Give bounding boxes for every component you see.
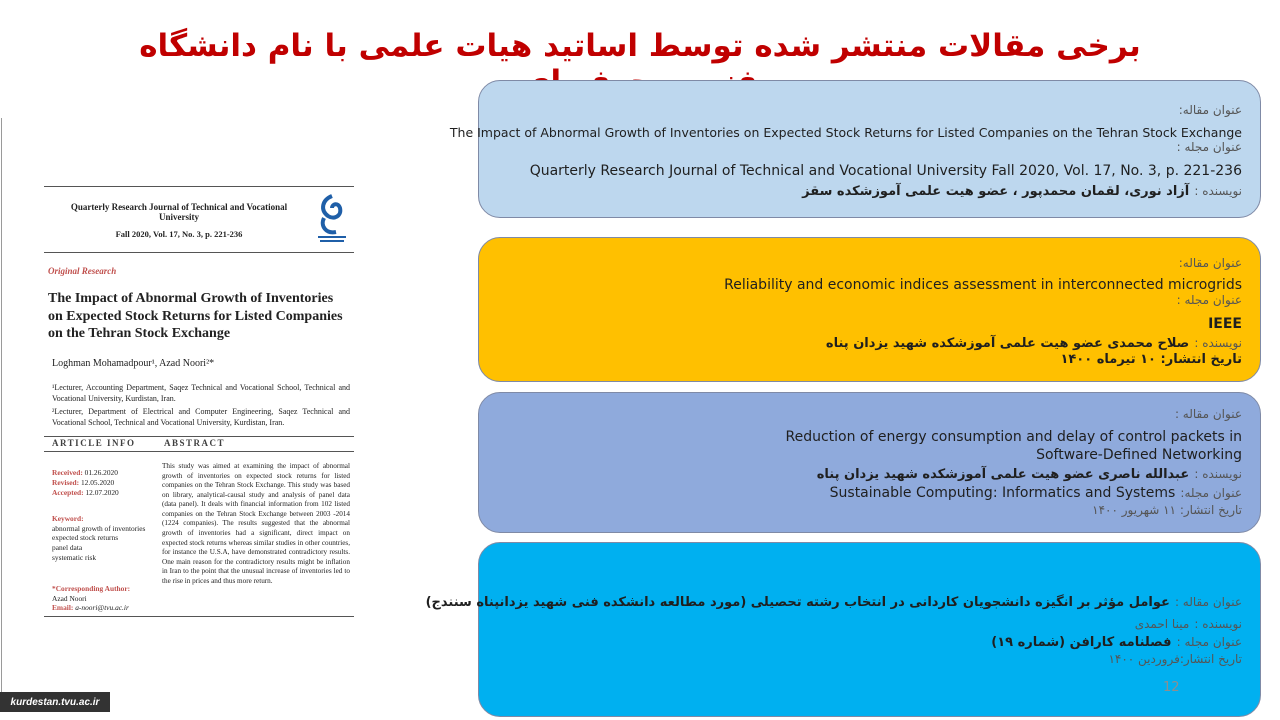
keyword: abnormal growth of inventories xyxy=(52,523,146,533)
paper-affiliation: ¹Lecturer, Accounting Department, Saqez Technical and Vocational School, Technical and Vocational University, Kurdistan, Iran. xyxy=(52,383,350,404)
article-title: Reduction of energy consumption and delay of control packets in xyxy=(785,429,1242,445)
journal-label: عنوان مجله : xyxy=(1176,293,1242,307)
paper-abstract: This study was aimed at examining the impact of abnormal growth of inventories on expected stock returns for listed companies on the Tehran Stock Exchange. This study was based on library, analytical-causal study and analysis of panel data (data panel). It deals with financial information from 102 listed companies on the Tehran Stock Exchange between 2003 -2014 (1224 companies). The results suggested that the abnormal growth of inventories had a significant, direct impact on expected stock returns whereas similar studies in other countries, for instance the U.S.A, have demonstrated contradictory results. One main reason for the contradictory results might be inflation in Iran to the point that the unusual increase of inventories led to the rise in prices and thus more return. xyxy=(162,462,350,585)
author-names: صلاح محمدی عضو هیت علمی آموزشکده شهید یزدان پناه xyxy=(825,336,1190,351)
received-row: Received: 01.26.2020 xyxy=(52,468,118,477)
journal-label: عنوان مجله : xyxy=(1176,140,1242,154)
article-title: Software-Defined Networking xyxy=(1036,447,1242,463)
article-title: عوامل مؤثر بر انگیزه دانشجویان کاردانی در انتخاب رشته تحصیلی (مورد مطالعه دانشکده فنی شهید یزدانپناه سنندج) xyxy=(425,595,1170,610)
article-card xyxy=(449,80,1261,218)
article-label: عنوان مقاله : xyxy=(1174,407,1242,421)
paper-title: The Impact of Abnormal Growth of Inventories on Expected Stock Returns for Listed Companies on the Tehran Stock Exchange xyxy=(48,291,343,341)
author-email: a-noori@tvu.ac.ir xyxy=(75,603,129,613)
author-names: آزاد نوری، لقمان محمدپور ، عضو هیت علمی آموزشکده سقز xyxy=(802,184,1190,199)
accepted-row: Accepted: 12.07.2020 xyxy=(52,488,119,497)
abstract-heading: ABSTRACT xyxy=(164,438,226,448)
journal-line: عنوان مجله: Sustainable Computing: Informatics and Systems xyxy=(829,485,1242,501)
journal-name: IEEE xyxy=(1208,316,1242,332)
article-label: عنوان مقاله: xyxy=(1178,103,1242,117)
divider xyxy=(44,252,354,253)
article-line: عنوان مقاله : عوامل مؤثر بر انگیزه دانشجویان کاردانی در انتخاب رشته تحصیلی (مورد مطالعه دانشکده فنی شهید یزدانپناه سنندج) xyxy=(425,595,1242,610)
author-line: نویسنده : صلاح محمدی عضو هیت علمی آموزشکده شهید یزدان پناه xyxy=(825,336,1242,351)
journal-name: Sustainable Computing: Informatics and Systems xyxy=(829,485,1176,501)
keyword: systematic risk xyxy=(52,552,97,562)
article-card xyxy=(478,392,1261,533)
publish-date: تاریخ انتشار: ۱۱ شهریور ۱۴۰۰ xyxy=(1092,503,1242,517)
paper-authors: Loghman Mohamadpour¹, Azad Noori²* xyxy=(52,358,215,369)
keyword: panel data xyxy=(52,542,83,552)
paper-journal: Quarterly Research Journal of Technical and Vocational University xyxy=(70,202,288,222)
keyword: expected stock returns xyxy=(52,533,119,543)
footer-url[interactable]: kurdestan.tvu.ac.ir xyxy=(0,692,110,712)
divider xyxy=(44,186,354,187)
paper-volume: Fall 2020, Vol. 17, No. 3, p. 221-236 xyxy=(115,229,243,239)
author-line: نویسنده : عبدالله ناصری عضو هیت علمی آموزشکده شهید یزدان پناه xyxy=(816,467,1242,482)
keywords: Keyword: abnormal growth of inventories expected stock returns panel data systematic risk xyxy=(52,514,146,562)
paper-section: Original Research xyxy=(48,266,117,276)
divider xyxy=(44,616,354,617)
article-info-heading: ARTICLE INFO xyxy=(52,438,136,448)
divider xyxy=(44,436,354,437)
divider xyxy=(1,118,2,700)
article-label: عنوان مقاله: xyxy=(1178,256,1242,270)
article-card xyxy=(478,237,1261,382)
article-title: Reliability and economic indices assessment in interconnected microgrids xyxy=(724,277,1242,293)
author-line: نویسنده : مینا احمدی xyxy=(1134,617,1242,631)
paper-thumbnail xyxy=(44,186,356,618)
publish-date: تاریخ انتشار:فروردین ۱۴۰۰ xyxy=(1108,652,1242,666)
slide-number: 12 xyxy=(1163,680,1180,695)
journal-name: Quarterly Research Journal of Technical and Vocational University Fall 2020, Vol. 17, No. 3, p. 221-236 xyxy=(529,163,1242,179)
revised-row: Revised: 12.05.2020 xyxy=(52,478,115,487)
paper-affiliation: ²Lecturer, Department of Electrical and Computer Engineering, Saqez Technical and Vocational School, Technical and Vocational University, Kurdistan, Iran. xyxy=(52,407,350,428)
author-names: عبدالله ناصری عضو هیت علمی آموزشکده شهید یزدان پناه xyxy=(816,467,1190,482)
journal-line: عنوان مجله : فصلنامه کارافن (شماره ۱۹) xyxy=(991,635,1242,650)
page-title: برخی مقالات منتشر شده توسط اساتید هیات علمی با نام دانشگاه xyxy=(139,28,1141,64)
article-card xyxy=(425,542,1261,717)
divider xyxy=(44,451,354,452)
corresponding-author: *Corresponding Author: Azad Noori Email: a-noori@tvu.ac.ir xyxy=(52,584,131,613)
publish-date: تاریخ انتشار: ۱۰ تیرماه ۱۴۰۰ xyxy=(1060,352,1242,367)
journal-name: فصلنامه کارافن (شماره ۱۹) xyxy=(991,635,1172,650)
tvu-logo-icon xyxy=(312,192,352,248)
author-names: مینا احمدی xyxy=(1134,617,1190,631)
author-line: نویسنده : آزاد نوری، لقمان محمدپور ، عضو هیت علمی آموزشکده سقز xyxy=(802,184,1242,199)
article-title: The Impact of Abnormal Growth of Inventories on Expected Stock Returns for Listed Companies on the Tehran Stock Exchange xyxy=(449,125,1242,140)
